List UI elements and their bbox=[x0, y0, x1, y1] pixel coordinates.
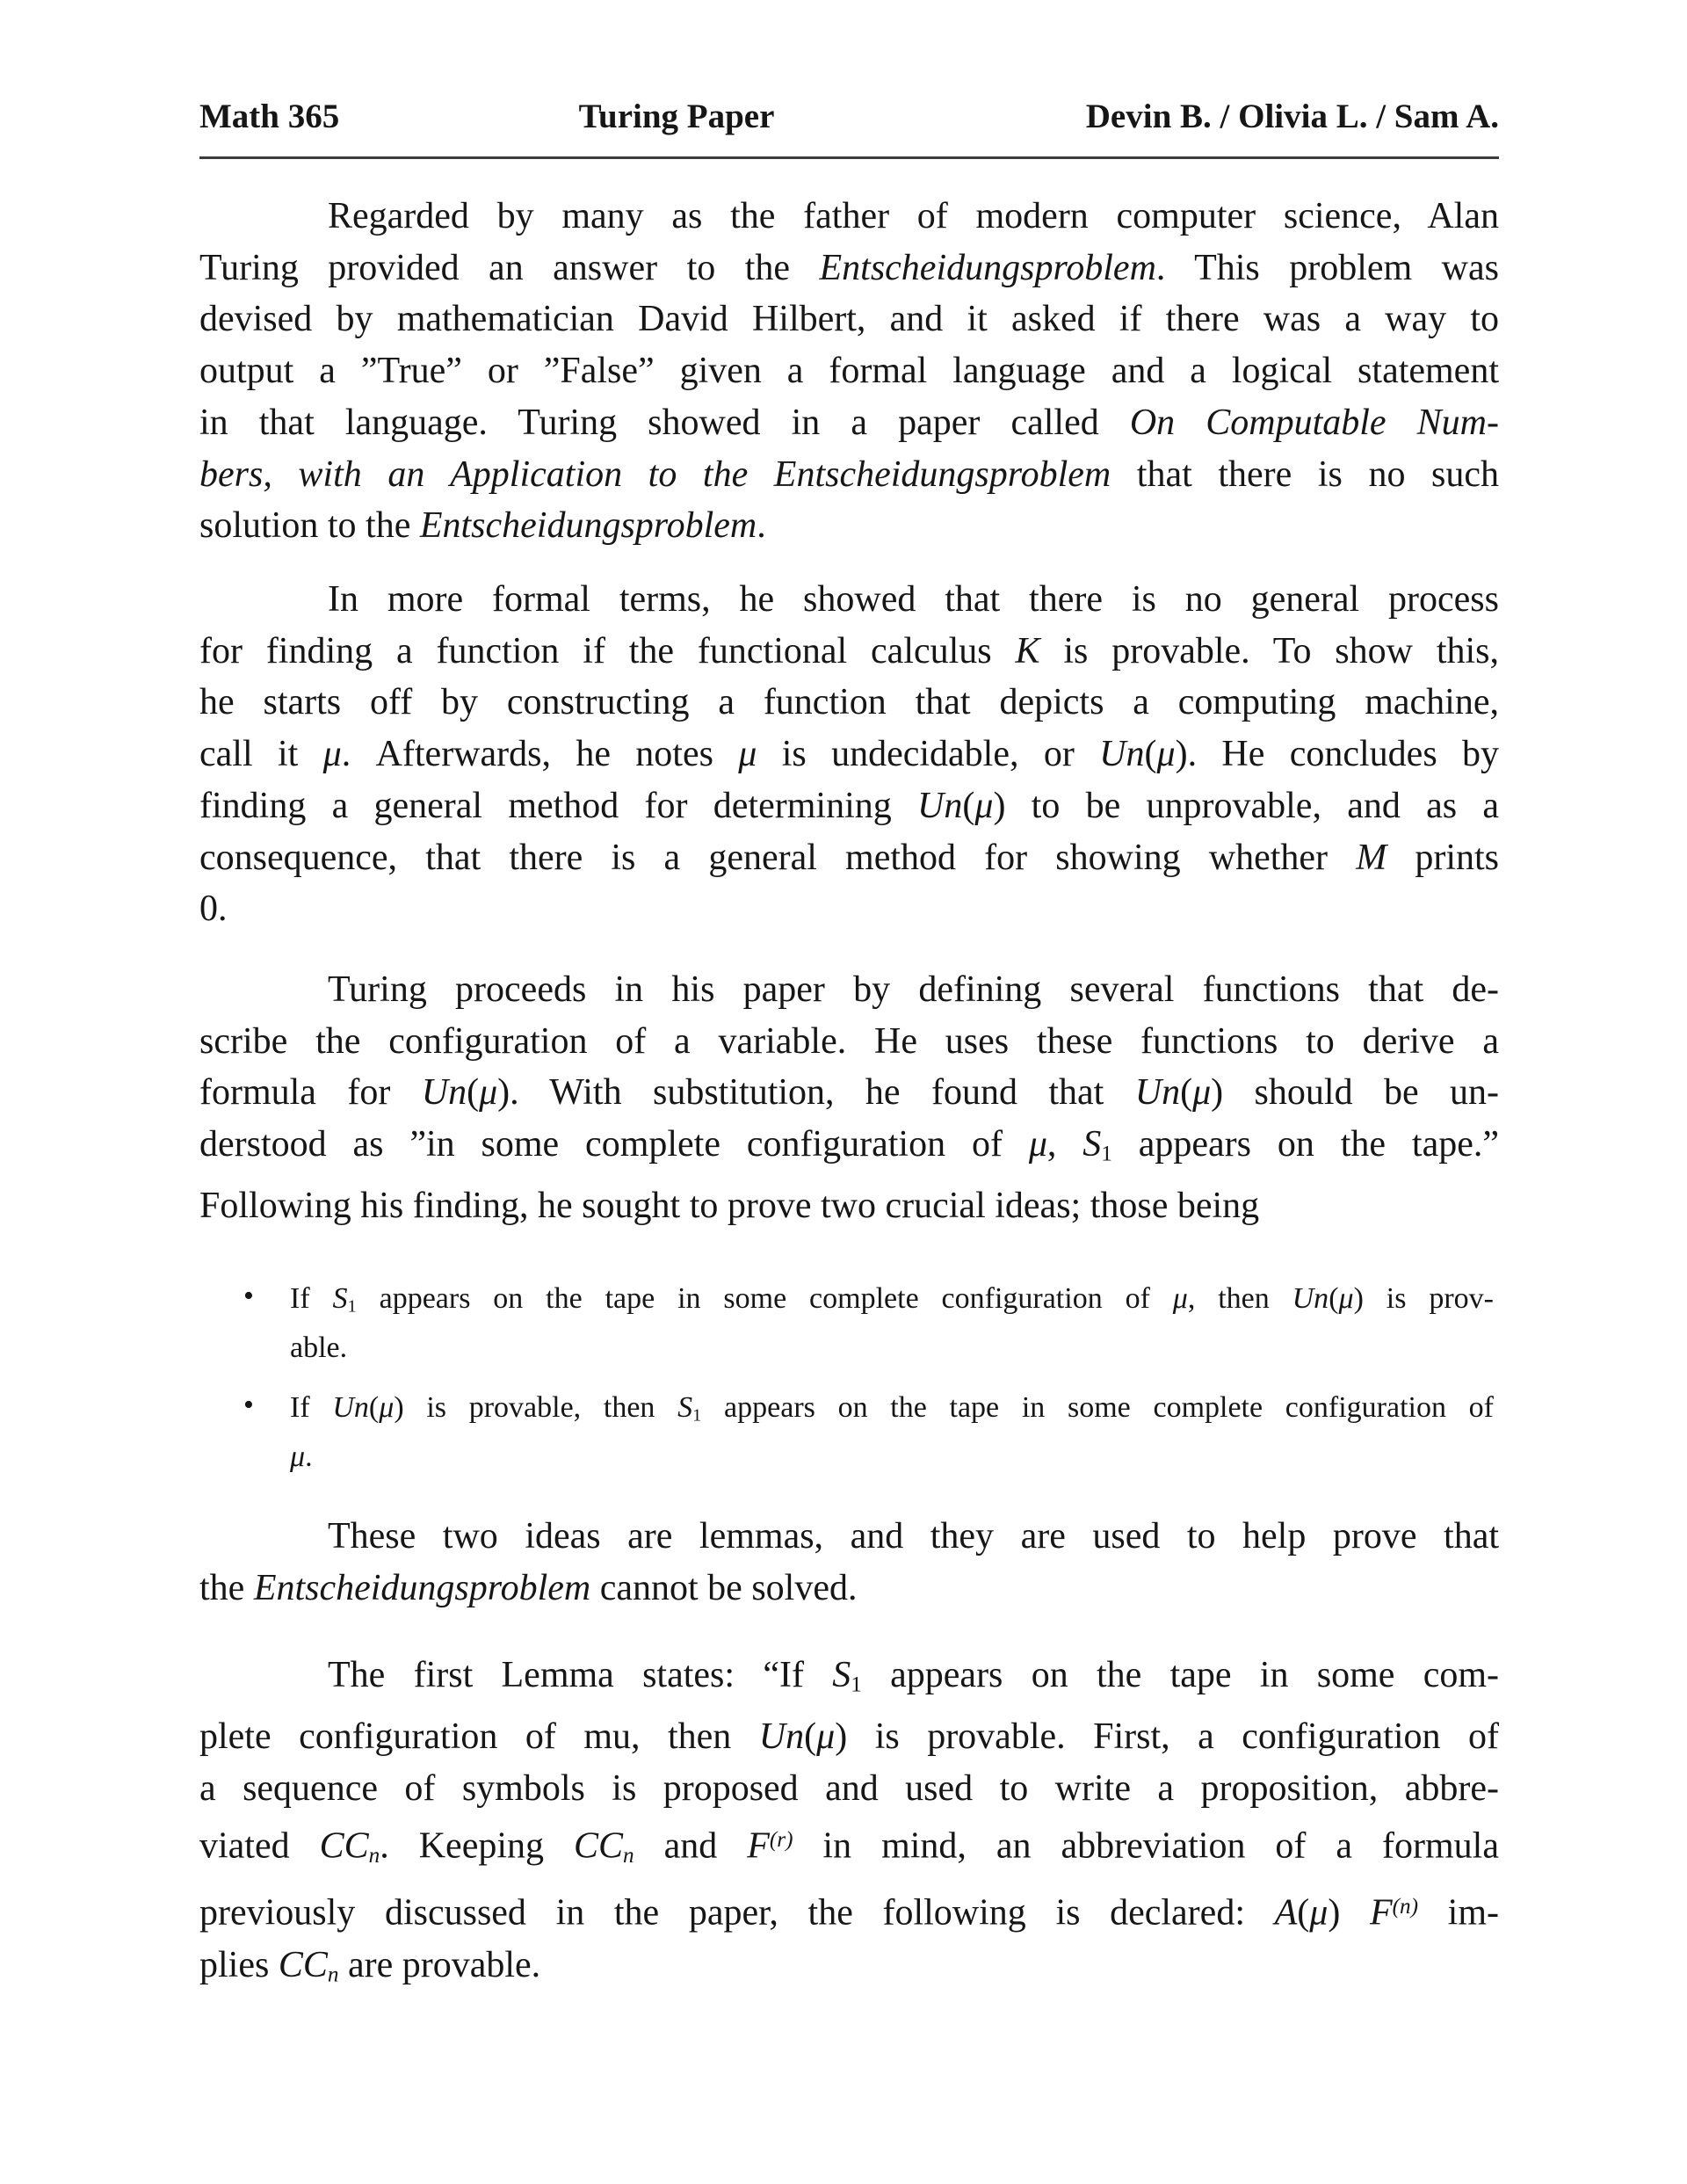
header-course-label: Math 365 bbox=[199, 98, 340, 135]
text-line: The first Lemma states: “If S1 appears on the tape in some com- bbox=[328, 1655, 1500, 1697]
text-line: consequence, that there is a general method for showing whether M prints bbox=[199, 837, 1499, 878]
text-line: the Entscheidungsproblem cannot be solved. bbox=[199, 1567, 858, 1608]
text-line: devised by mathematician David Hilbert, and it asked if there was a way to bbox=[199, 299, 1499, 340]
text-line: solution to the Entscheidungsproblem. bbox=[199, 505, 766, 547]
text-line: output a ”True” or ”False” given a formal language and a logical statement bbox=[199, 351, 1499, 392]
header-authors: Devin B. / Olivia L. / Sam A. bbox=[1085, 98, 1499, 135]
text-line: Following his finding, he sought to prove two crucial ideas; those being bbox=[199, 1186, 1260, 1227]
bullet-item-1 bbox=[199, 1278, 1499, 1369]
text-line: finding a general method for determining Un(μ) to be unprovable, and as a bbox=[199, 785, 1499, 826]
text-line: These two ideas are lemmas, and they are used to help prove that bbox=[328, 1516, 1499, 1556]
text-line: If S1 appears on the tape in some complete configuration of μ, then Un(μ) is prov- bbox=[290, 1282, 1494, 1317]
paragraph-3 bbox=[199, 964, 1499, 1232]
text-line: in that language. Turing showed in a paper called On Computable Num- bbox=[199, 402, 1499, 443]
text-line: Turing proceeds in his paper by defining several functions that de- bbox=[328, 969, 1499, 1010]
text-line: plete configuration of mu, then Un(μ) is provable. First, a configuration of bbox=[199, 1716, 1499, 1758]
text-line: a sequence of symbols is proposed and used to write a proposition, abbre- bbox=[199, 1767, 1499, 1809]
bullet-icon: • bbox=[243, 1389, 254, 1421]
text-line: formula for Un(μ). With substitution, he found that Un(μ) should be un- bbox=[199, 1072, 1499, 1114]
header-title: Turing Paper bbox=[578, 98, 775, 135]
text-line: 0. bbox=[199, 889, 228, 930]
text-line: In more formal terms, he showed that there is no general process bbox=[328, 579, 1499, 620]
paragraph-4 bbox=[199, 1511, 1499, 1614]
text-line: able. bbox=[290, 1331, 348, 1365]
text-line: previously discussed in the paper, the following is declared: A(μ) $F^{(n)}$ im- bbox=[199, 1893, 1499, 1934]
bullet-item-2 bbox=[199, 1387, 1499, 1478]
text-line: bers, with an Application to the Entscheidungsproblem that there is no such bbox=[199, 453, 1499, 495]
bullet-icon: • bbox=[243, 1280, 254, 1312]
text-line: he starts off by constructing a function that depicts a computing machine, bbox=[199, 682, 1499, 723]
text-line: μ. bbox=[290, 1440, 313, 1474]
paragraph-5 bbox=[199, 1650, 1499, 2001]
text-line: plies CCn are provable. bbox=[199, 1944, 541, 1987]
text-line: viated CCn. Keeping CCn and $F^{(r)}$ in mind, an abbreviation of a formula bbox=[199, 1825, 1499, 1868]
paragraph-1 bbox=[199, 191, 1499, 552]
text-line: scribe the configuration of a variable. He uses these functions to derive a bbox=[199, 1020, 1499, 1062]
text-line: for finding a function if the functional calculus K is provable. To show this, bbox=[199, 630, 1499, 671]
text-line: call it μ. Afterwards, he notes μ is undecidable, or Un(μ). He concludes by bbox=[199, 734, 1500, 775]
paragraph-2 bbox=[199, 574, 1499, 935]
text-line: derstood as ”in some complete configuration of μ, S1 appears on the tape.” bbox=[199, 1124, 1500, 1166]
text-line: Turing provided an answer to the Entscheidungsproblem. This problem was bbox=[199, 247, 1499, 288]
header-rule bbox=[199, 156, 1499, 159]
text-line: If Un(μ) is provable, then S1 appears on the tape in some complete configuration of bbox=[290, 1391, 1494, 1426]
text-line: Regarded by many as the father of modern computer science, Alan bbox=[328, 196, 1499, 236]
